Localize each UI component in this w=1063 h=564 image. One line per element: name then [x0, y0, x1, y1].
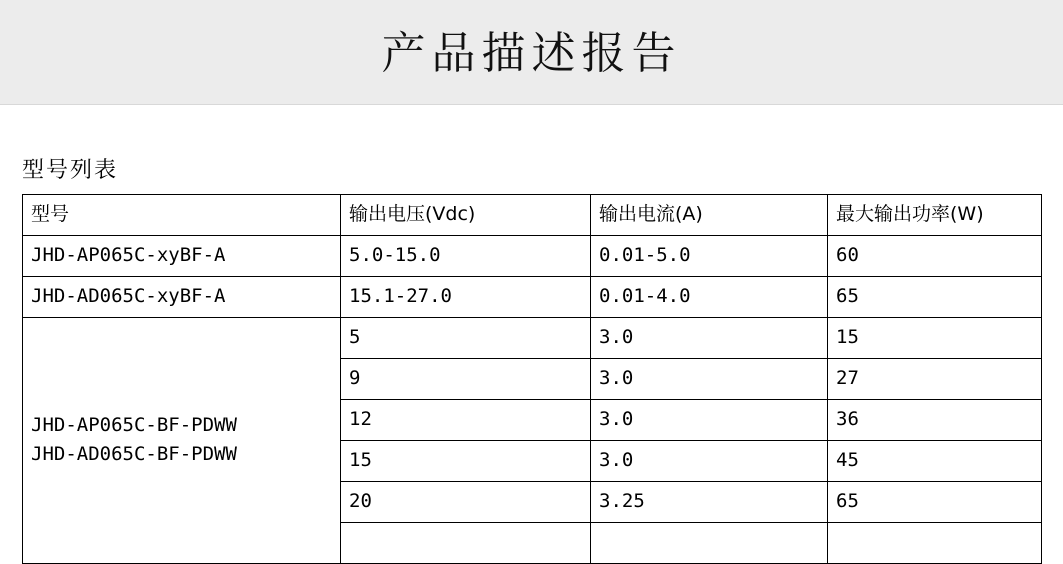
cell-voltage: 12 — [341, 400, 591, 441]
cell-power: 45 — [828, 441, 1042, 482]
cell-voltage: 5.0-15.0 — [341, 236, 591, 277]
cell-voltage: 20 — [341, 482, 591, 523]
cell-power — [828, 523, 1042, 564]
cell-power: 65 — [828, 277, 1042, 318]
cell-current: 3.0 — [591, 441, 828, 482]
cell-current: 0.01-4.0 — [591, 277, 828, 318]
column-header-max-output-power: 最大输出功率(W) — [828, 195, 1042, 236]
cell-current: 3.0 — [591, 318, 828, 359]
cell-current: 3.25 — [591, 482, 828, 523]
model-group-line: JHD-AP065C-BF-PDWW — [31, 413, 237, 436]
table-row — [23, 236, 1042, 277]
column-header-model: 型号 — [23, 195, 341, 236]
cell-model-group — [23, 318, 341, 564]
cell-power: 27 — [828, 359, 1042, 400]
cell-voltage: 15 — [341, 441, 591, 482]
column-header-output-current: 输出电流(A) — [591, 195, 828, 236]
cell-power: 15 — [828, 318, 1042, 359]
table-row — [23, 318, 1042, 359]
cell-voltage — [341, 523, 591, 564]
table-row — [23, 277, 1042, 318]
cell-power: 65 — [828, 482, 1042, 523]
document-body — [0, 153, 1063, 564]
document-header-band — [0, 0, 1063, 105]
specification-table — [22, 194, 1042, 564]
cell-model: JHD-AD065C-xyBF-A — [23, 277, 341, 318]
cell-power: 36 — [828, 400, 1042, 441]
cell-current — [591, 523, 828, 564]
section-label: 型号列表 — [22, 158, 119, 183]
cell-voltage: 9 — [341, 359, 591, 400]
cell-model: JHD-AP065C-xyBF-A — [23, 236, 341, 277]
cell-current: 0.01-5.0 — [591, 236, 828, 277]
table-header-row — [23, 195, 1042, 236]
page-title: 产品描述报告 — [381, 28, 682, 79]
model-group-line: JHD-AD065C-BF-PDWW — [31, 443, 237, 465]
cell-voltage: 15.1-27.0 — [341, 277, 591, 318]
column-header-output-voltage: 输出电压(Vdc) — [341, 195, 591, 236]
cell-voltage: 5 — [341, 318, 591, 359]
cell-current: 3.0 — [591, 359, 828, 400]
cell-power: 60 — [828, 236, 1042, 277]
cell-current: 3.0 — [591, 400, 828, 441]
